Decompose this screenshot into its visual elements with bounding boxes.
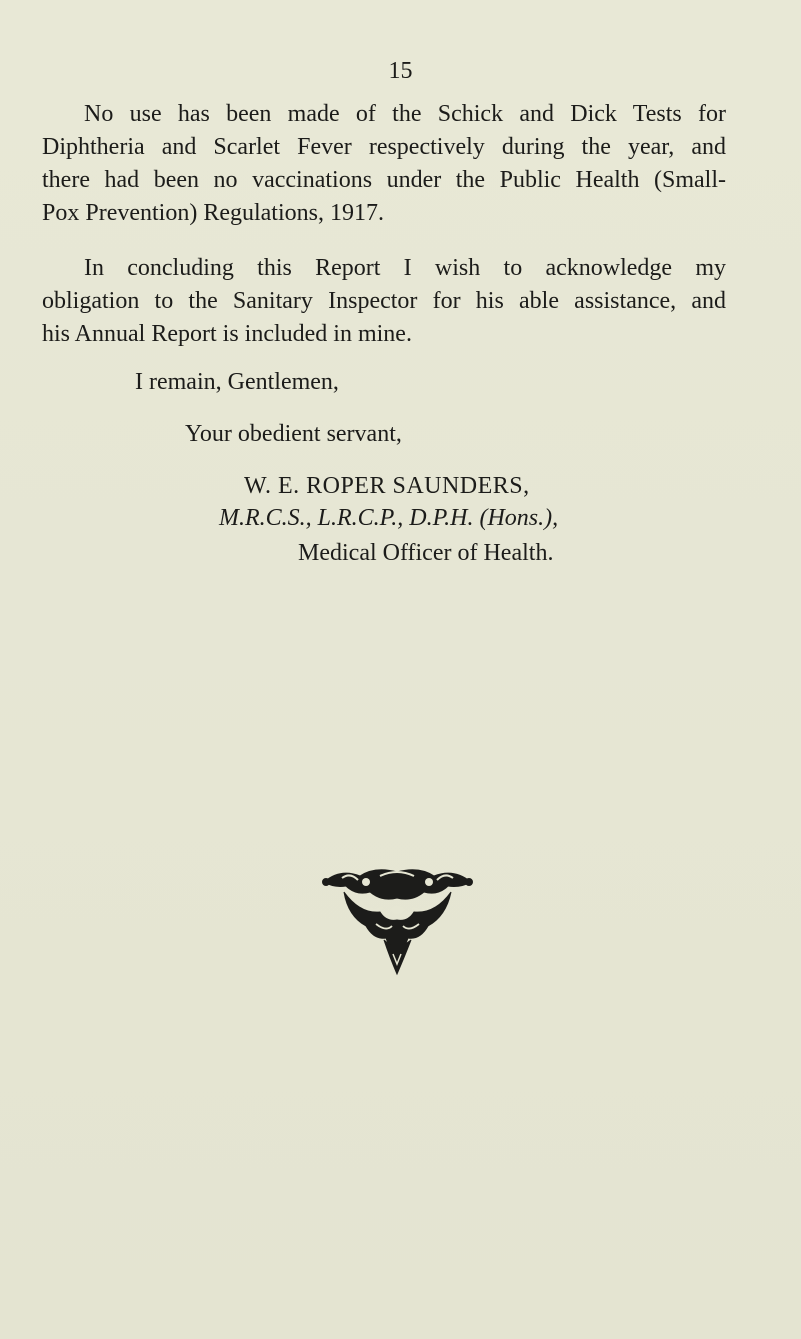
paragraph-line: Diphtheria and Scarlet Fever respectively during the year, and [42,134,726,160]
signer-name: W. E. ROPER SAUNDERS, [244,473,530,499]
closing-servant: Your obedient servant, [185,421,402,447]
paragraph-line: No use has been made of the Schick and Dick Tests for [84,101,726,127]
paragraph-line: there had been no vaccinations under the Public Health (Small- [42,167,726,193]
paragraph-schick-dick [42,98,726,230]
signer-title: Medical Officer of Health. [298,540,554,566]
paragraph-concluding [42,252,726,351]
paragraph-line: Pox Prevention) Regulations, 1917. [42,200,384,226]
decorative-vignette-icon [320,862,475,977]
page-number: 15 [388,58,413,84]
paragraph-line: In concluding this Report I wish to acknowledge my [84,255,726,281]
signer-qualifications: M.R.C.S., L.R.C.P., D.P.H. (Hons.), [219,505,559,531]
paragraph-line: his Annual Report is included in mine. [42,321,412,347]
closing-remain: I remain, Gentlemen, [135,369,339,395]
paragraph-line: obligation to the Sanitary Inspector for his able assistance, and [42,288,726,314]
